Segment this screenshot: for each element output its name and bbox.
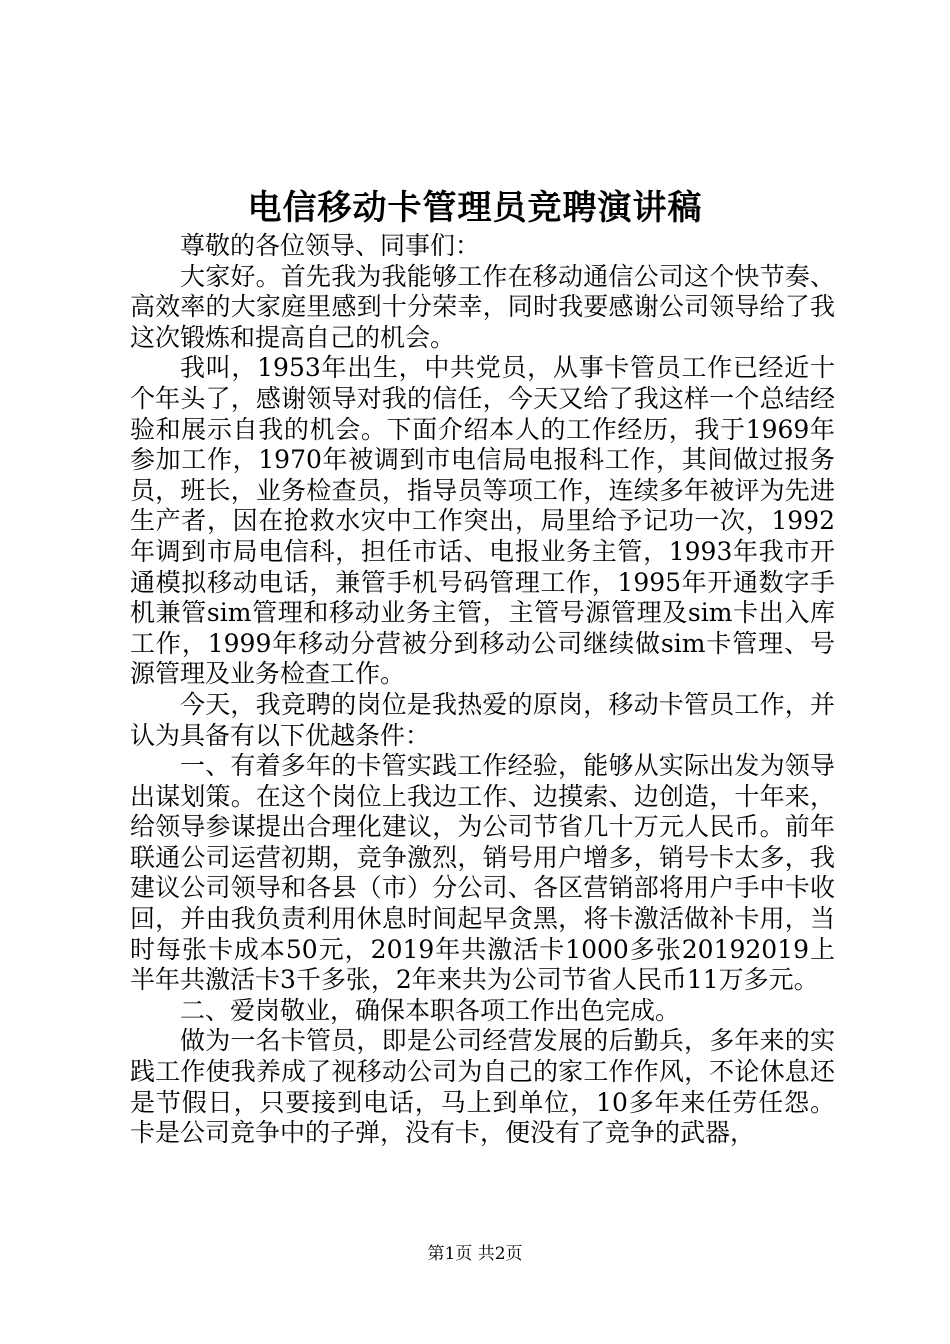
paragraph-point-one: 一、有着多年的卡管实践工作经验，能够从实际出发为领导出谋划策。在这个岗位上我边工作、边摸索、边创造，十年来，给领导参谋提出合理化建议，为公司节省几十万元人民币。前年联通公司运营初期，竞争激烈，销号用户增多，销号卡太多，我建议公司领导和各县（市）分公司、各区营销部将用户手中卡收回，并由我负责利用休息时间起早贪黑，将卡激活做补卡用，当时每张卡成本50元，2019年共激活卡1000多张20192019上半年共激活卡3千多张，2年来共为公司节省人民币11万多元。 — [130, 751, 835, 995]
paragraph-salutation: 尊敬的各位领导、同事们： — [180, 231, 481, 260]
paragraph-greeting: 大家好。首先我为我能够工作在移动通信公司这个快节奏、高效率的大家庭里感到十分荣幸，同时我要感谢公司领导给了我这次锻炼和提高自己的机会。 — [130, 261, 835, 352]
document-body — [130, 231, 835, 1149]
paragraph-position: 今天，我竞聘的岗位是我热爱的原岗，移动卡管员工作，并认为具备有以下优越条件： — [130, 689, 835, 750]
paragraph-point-two: 二、爱岗敬业，确保本职各项工作出色完成。 — [180, 995, 681, 1025]
document-title: 电信移动卡管理员竞聘演讲稿 — [247, 188, 703, 228]
paragraph-introduction: 我叫，1953年出生，中共党员，从事卡管员工作已经近十个年头了，感谢领导对我的信任，今天又给了我这样一个总结经验和展示自我的机会。下面介绍本人的工作经历，我于1969年参加工作，1970年被调到市电信局电报科工作，其间做过报务员，班长，业务检查员，指导员等项工作，连续多年被评为先进生产者，因在抢救水灾中工作突出，局里给予记功一次，1992年调到市局电信科，担任市话、电报业务主管，1993年我市开通模拟移动电话，兼管手机号码管理工作，1995年开通数字手机兼管sim管理和移动业务主管，主管号源管理及sim卡出入库工作，1999年移动分营被分到移动公司继续做sim卡管理、号源管理及业务检查工作。 — [130, 353, 835, 689]
paragraph-dedication: 做为一名卡管员，即是公司经营发展的后勤兵，多年来的实践工作使我养成了视移动公司为自己的家工作作风，不论休息还是节假日，只要接到电话，马上到单位，10多年来任劳任怨。卡是公司竞争中的子弹，没有卡，便没有了竞争的武器， — [130, 1026, 835, 1148]
page-number-footer: 第1页 共2页 — [427, 1244, 523, 1264]
